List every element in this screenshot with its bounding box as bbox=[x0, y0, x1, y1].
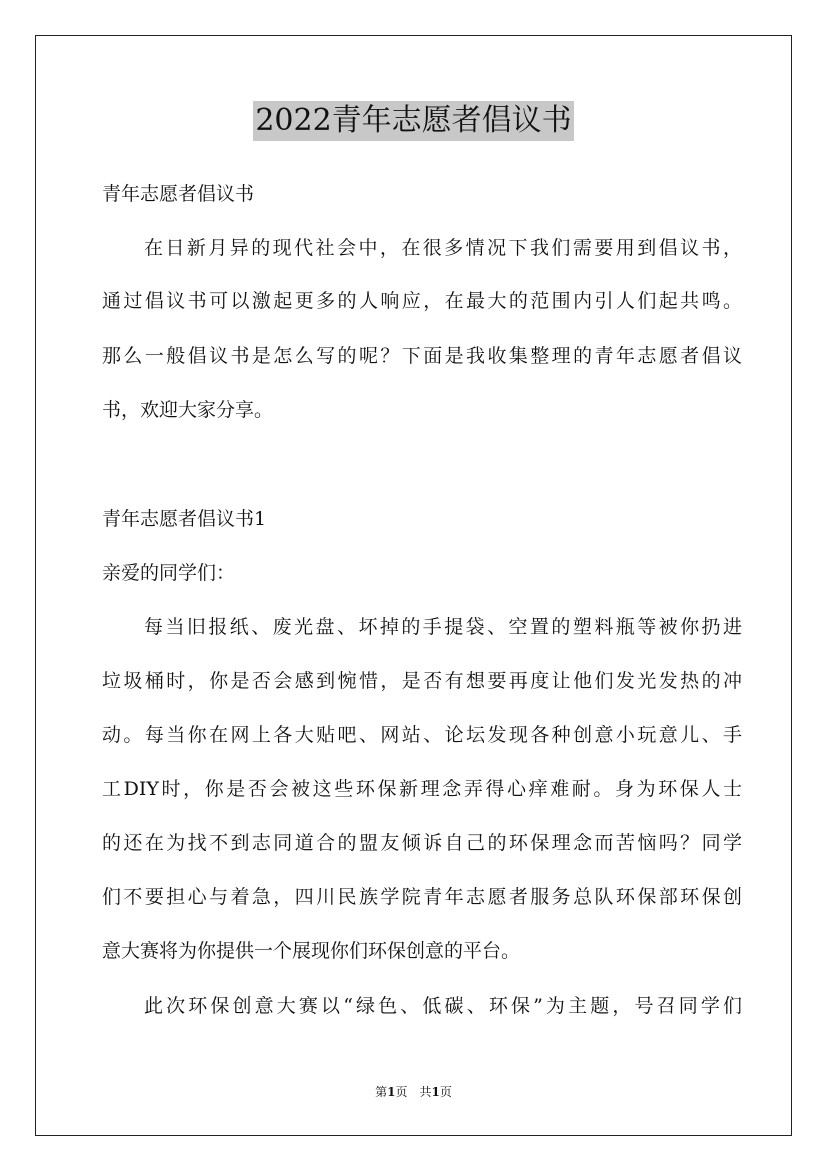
text-line-4: 那么一般倡议书是怎么写的呢？下面是我收集整理的青年志愿者倡议 bbox=[102, 345, 742, 367]
text-line-3: 通过倡议书可以激起更多的人响应，在最大的范围内引人们起共鸣。 bbox=[102, 290, 742, 312]
footer-prefix: 第 bbox=[375, 1085, 388, 1099]
text-line-10: 动。每当你在网上各大贴吧、网站、论坛发现各种创意小玩意儿、手 bbox=[102, 724, 742, 746]
text-line-8: 每当旧报纸、废光盘、坏掉的手提袋、空置的塑料瓶等被你扔进 bbox=[144, 616, 742, 638]
text-line-14: 意大赛将为你提供一个展现你们环保创意的平台。 bbox=[102, 940, 521, 962]
footer-middle: 页 共 bbox=[395, 1085, 432, 1099]
text-line-11: 工DIY时，你是否会被这些环保新理念弄得心痒难耐。身为环保人士 bbox=[102, 778, 742, 800]
text-line-1: 青年志愿者倡议书 bbox=[102, 183, 255, 205]
text-line-12: 的还在为找不到志同道合的盟友倾诉自己的环保理念而苦恼吗？同学 bbox=[102, 832, 742, 854]
text-line-5: 书，欢迎大家分享。 bbox=[102, 399, 274, 421]
text-line-7: 亲爱的同学们： bbox=[102, 562, 236, 584]
footer-total-pages: 1 bbox=[431, 1085, 440, 1099]
text-line-15: 此次环保创意大赛以“绿色、低碳、环保”为主题，号召同学们 bbox=[144, 995, 742, 1017]
text-line-6: 青年志愿者倡议书1 bbox=[102, 508, 267, 530]
footer-suffix: 页 bbox=[439, 1085, 452, 1099]
text-line-9: 垃圾桶时，你是否会感到惋惜，是否有想要再度让他们发光发热的冲 bbox=[102, 670, 742, 692]
title-wrap bbox=[0, 101, 827, 141]
page-footer bbox=[0, 1084, 827, 1100]
document-title: 2022青年志愿者倡议书 bbox=[253, 101, 573, 141]
footer-current-page: 1 bbox=[387, 1085, 396, 1099]
text-line-13: 们不要担心与着急，四川民族学院青年志愿者服务总队环保部环保创 bbox=[102, 886, 742, 908]
text-line-2: 在日新月异的现代社会中，在很多情况下我们需要用到倡议书， bbox=[144, 237, 742, 259]
